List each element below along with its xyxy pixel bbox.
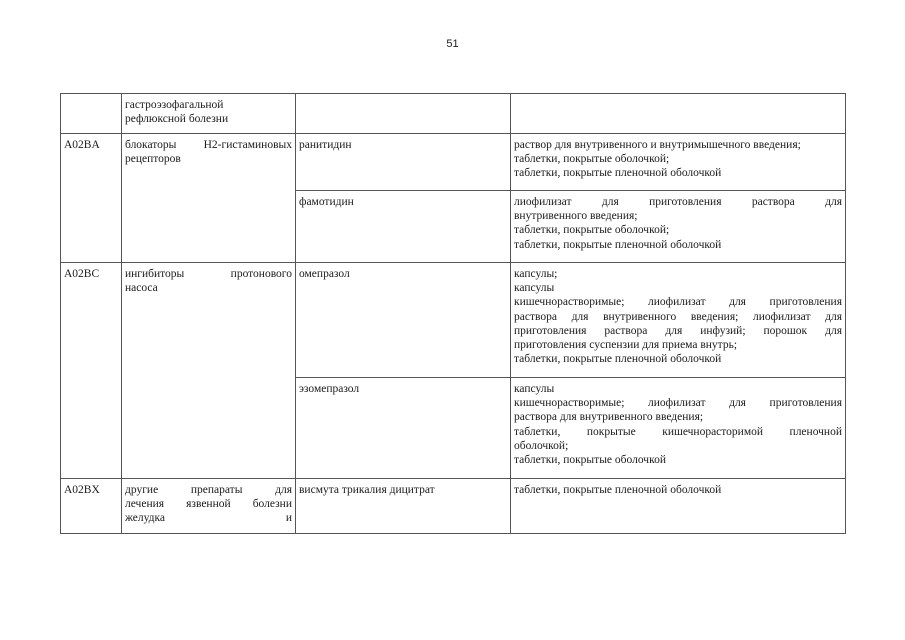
group-cell: другие препараты для лечения язвенной болезни желудка и (122, 479, 296, 534)
table-row (61, 263, 846, 378)
page-number: 51 (446, 38, 459, 50)
atc-code-cell (61, 94, 122, 134)
atc-code-cell: A02BC (61, 263, 122, 479)
dosage-form-cell: лиофилизат для приготовления раствора для внутривенного введения; таблетки, покрытые оболочкой; таблетки, покрытые пленочной оболочкой (511, 191, 846, 263)
drug-name-cell (296, 94, 511, 134)
drug-table (60, 93, 846, 534)
dosage-form-cell (511, 94, 846, 134)
dosage-form-cell: таблетки, покрытые пленочной оболочкой (511, 479, 846, 534)
group-cell: ингибиторы протонового насоса (122, 263, 296, 479)
atc-code-cell: A02BA (61, 134, 122, 263)
group-cell: блокаторы H2-гистаминовых рецепторов (122, 134, 296, 263)
atc-code-cell: A02BX (61, 479, 122, 534)
group-cell: гастроэзофагальной рефлюксной болезни (122, 94, 296, 134)
table-row (61, 479, 846, 534)
drug-name-cell: фамотидин (296, 191, 511, 263)
dosage-form-cell: раствор для внутривенного и внутримышечного введения; таблетки, покрытые оболочкой; таблетки, покрытые пленочной оболочкой (511, 134, 846, 191)
drug-name-cell: ранитидин (296, 134, 511, 191)
drug-name-cell: висмута трикалия дицитрат (296, 479, 511, 534)
drug-name-cell: эзомепразол (296, 378, 511, 479)
dosage-form-cell: капсулы; капсулы кишечнорастворимые; лиофилизат для приготовления раствора для внутривенного введения; лиофилизат для приготовления раствора для инфузий; порошок для приготовления суспензии для приема внутрь; таблетки, покрытые пленочной оболочкой (511, 263, 846, 378)
dosage-form-cell: капсулы кишечнорастворимые; лиофилизат для приготовления раствора для внутривенного введения; таблетки, покрытые кишечнорасторимой пленочной оболочкой; таблетки, покрытые оболочкой (511, 378, 846, 479)
table-row (61, 94, 846, 134)
drug-name-cell: омепразол (296, 263, 511, 378)
table-row (61, 134, 846, 191)
